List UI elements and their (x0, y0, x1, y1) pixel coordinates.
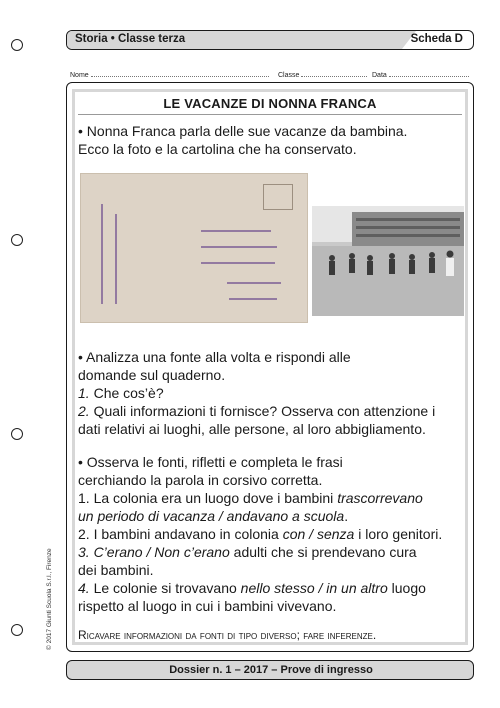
choice-vacanza-scuola[interactable]: un periodo di vacanza / andavano a scuola (78, 508, 345, 524)
choice-cerano[interactable]: 3. C’erano / Non c’erano (78, 544, 230, 560)
choice-trascorrevano[interactable]: trascorrevano (337, 490, 423, 506)
section3-line2: cerchiando la parola in corsivo corretta. (78, 472, 323, 488)
sentence-4-cont: rispetto al luogo in cui i bambini vivevano. (78, 598, 337, 614)
choice-con-senza[interactable]: con / senza (282, 526, 355, 542)
section2-line2: domande sul quaderno. (78, 367, 226, 383)
class-field[interactable]: Classe (278, 69, 367, 79)
binder-hole-4 (11, 624, 23, 636)
section1-line2: Ecco la foto e la cartolina che ha conservato. (78, 141, 357, 157)
question-1: 1. Che cos’è? (78, 385, 164, 401)
sheet-label: Scheda D (410, 33, 463, 45)
beach-photo (312, 206, 464, 316)
sentence-1-cont: un periodo di vacanza / andavano a scuola. (78, 508, 349, 524)
sentence-3-cont: dei bambini. (78, 562, 154, 578)
postcard-photo (81, 174, 307, 322)
section2-line1: • Analizza una fonte alla volta e rispondi alle (78, 349, 351, 365)
binder-hole-3 (11, 428, 23, 440)
binder-hole-2 (11, 234, 23, 246)
question-2-cont: dati relativi ai luoghi, alle persone, al loro abbigliamento. (78, 421, 426, 437)
learning-objective: Ricavare informazioni da fonti di tipo diverso; fare inferenze. (78, 628, 377, 642)
beach-scene (312, 206, 464, 316)
copyright-note: © 2017 Giunti Scuola S.r.l., Firenze (46, 548, 53, 650)
sentence-2: 2. I bambini andavano in colonia con / senza i loro genitori. (78, 526, 443, 542)
sentence-4: 4. Le colonie si trovavano nello stesso / in un altro luogo (78, 580, 426, 596)
choice-stesso-altro[interactable]: nello stesso / in un altro (240, 580, 388, 596)
date-field[interactable]: Data (372, 69, 469, 79)
question-2: 2. Quali informazioni ti fornisce? Osserva con attenzione i (78, 403, 436, 419)
header-band (66, 30, 474, 50)
header-title: Storia • Classe terza (75, 33, 186, 45)
page-title: LE VACANZE DI NONNA FRANCA (163, 96, 377, 111)
title-underline (78, 114, 462, 115)
name-field[interactable]: Nome (70, 69, 269, 79)
binder-hole-1 (11, 39, 23, 51)
section3-line1: • Osserva le fonti, rifletti e completa le frasi (78, 454, 343, 470)
postcard-stamp (263, 184, 293, 210)
section1-line1: • Nonna Franca parla delle sue vacanze da bambina. (78, 123, 408, 139)
footer-text: Dossier n. 1 – 2017 – Prove di ingresso (169, 664, 373, 676)
sentence-3: 3. C’erano / Non c’erano adulti che si prendevano cura (78, 544, 417, 560)
sentence-1: 1. La colonia era un luogo dove i bambini trascorrevano (78, 490, 423, 506)
footer-band (66, 660, 474, 680)
